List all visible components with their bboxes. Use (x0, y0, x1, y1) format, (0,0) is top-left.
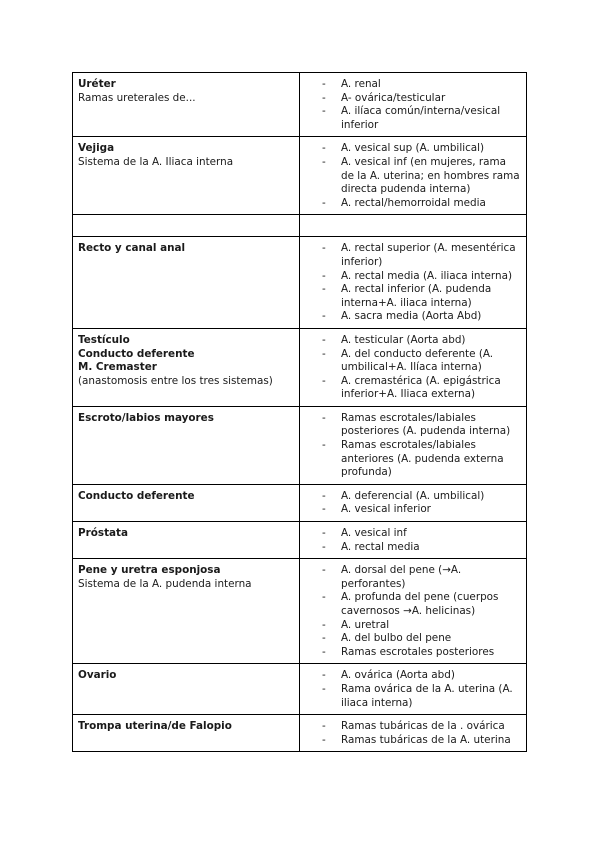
organ-title: Recto y canal anal (78, 242, 186, 255)
organ-cell (73, 237, 300, 329)
organ-title: Pene y uretra esponjosa (78, 564, 221, 577)
artery-item: - A. vesical inferior (300, 503, 521, 517)
artery-item: - Rama ovárica de la A. uterina (A. iliaca interna) (300, 683, 521, 710)
organ-cell (73, 715, 300, 752)
artery-item: - A. deferencial (A. umbilical) (300, 490, 521, 504)
artery-item: - A. vesical sup (A. umbilical) (300, 142, 521, 156)
artery-item: - A. sacra media (Aorta Abd) (300, 310, 521, 324)
organ-title: Trompa uterina/de Falopio (78, 720, 232, 733)
artery-item: - A. renal (300, 78, 521, 92)
artery-item: - A. uretral (300, 619, 521, 633)
artery-item: - A. ilíaca común/interna/vesical inferior (300, 105, 521, 132)
artery-item: - A. profunda del pene (cuerpos cavernosos →A. helicinas) (300, 591, 521, 618)
artery-list (300, 78, 521, 132)
table-row (73, 406, 527, 484)
artery-item: - A. rectal inferior (A. pudenda interna+A. iliaca interna) (300, 283, 521, 310)
organ-cell (73, 328, 300, 406)
artery-item: - A. rectal superior (A. mesentérica inferior) (300, 242, 521, 269)
arteries-cell (300, 328, 527, 406)
artery-item: - Ramas tubáricas de la A. uterina (300, 734, 521, 748)
table-row (73, 484, 527, 521)
arteries-cell (300, 484, 527, 521)
artery-list (300, 490, 521, 517)
arteries-cell (300, 237, 527, 329)
organ-subtitle: Sistema de la A. pudenda interna (78, 577, 252, 590)
arteries-cell (300, 715, 527, 752)
organ-title: Escroto/labios mayores (78, 411, 214, 424)
arteries-cell (300, 559, 527, 664)
organ-cell (73, 559, 300, 664)
artery-item: - A- ovárica/testicular (300, 92, 521, 106)
artery-list (300, 412, 521, 480)
organ-title: Uréter (78, 78, 116, 90)
artery-list (300, 242, 521, 324)
arteries-table (72, 72, 527, 752)
artery-item: - A. cremastérica (A. epigástrica inferior+A. Iliaca externa) (300, 375, 521, 402)
organ-subtitle: Sistema de la A. Iliaca interna (78, 155, 234, 168)
artery-list (300, 669, 521, 710)
organ-cell (73, 522, 300, 559)
artery-list (300, 527, 521, 554)
organ-cell (73, 73, 300, 137)
arteries-cell (300, 664, 527, 715)
arteries-cell (300, 406, 527, 484)
organ-title: Vejiga (78, 142, 115, 155)
artery-item: - A. ovárica (Aorta abd) (300, 669, 521, 683)
arteries-cell (300, 137, 527, 215)
artery-item: - Ramas escrotales/labiales anteriores (A. pudenda externa profunda) (300, 439, 521, 480)
table-row (73, 237, 527, 329)
table-row (73, 215, 527, 237)
organ-title: Conducto deferente (78, 489, 195, 502)
artery-list (300, 142, 521, 210)
table-row (73, 73, 527, 137)
arteries-cell (300, 522, 527, 559)
organ-title: Testículo (78, 333, 130, 346)
artery-item: - A. rectal media (300, 541, 521, 555)
table-row (73, 328, 527, 406)
artery-item: - Ramas escrotales posteriores (300, 646, 521, 660)
organ-cell (73, 137, 300, 215)
table-row (73, 137, 527, 215)
table-row (73, 664, 527, 715)
table-row (73, 522, 527, 559)
organ-title: Próstata (78, 527, 129, 540)
artery-item: - A. del bulbo del pene (300, 632, 521, 646)
artery-item: - A. rectal/hemorroidal media (300, 197, 521, 211)
table-row (73, 559, 527, 664)
artery-list (300, 720, 521, 747)
artery-item: - A. rectal media (A. iliaca interna) (300, 270, 521, 284)
artery-item: - A. dorsal del pene (→A. perforantes) (300, 564, 521, 591)
organ-title: M. Cremaster (78, 361, 157, 374)
organ-cell (73, 664, 300, 715)
artery-item: - A. testicular (Aorta abd) (300, 334, 521, 348)
artery-item: - A. del conducto deferente (A. umbilical+A. Ilíaca interna) (300, 348, 521, 375)
organ-title: Ovario (78, 669, 117, 682)
artery-list (300, 564, 521, 659)
artery-item: - A. vesical inf (300, 527, 521, 541)
organ-title: Conducto deferente (78, 347, 195, 360)
arteries-cell (300, 73, 527, 137)
artery-list (300, 334, 521, 402)
artery-item: - Ramas tubáricas de la . ovárica (300, 720, 521, 734)
artery-item: - A. vesical inf (en mujeres, rama de la A. uterina; en hombres rama directa pudenda interna) (300, 156, 521, 197)
table-body (73, 73, 527, 752)
organ-cell (73, 484, 300, 521)
organ-subtitle: (anastomosis entre los tres sistemas) (78, 374, 273, 387)
organ-cell (73, 215, 300, 237)
artery-item: - Ramas escrotales/labiales posteriores (A. pudenda interna) (300, 412, 521, 439)
arteries-cell (300, 215, 527, 237)
organ-cell (73, 406, 300, 484)
organ-subtitle: Ramas ureterales de... (78, 91, 196, 104)
table-row (73, 715, 527, 752)
